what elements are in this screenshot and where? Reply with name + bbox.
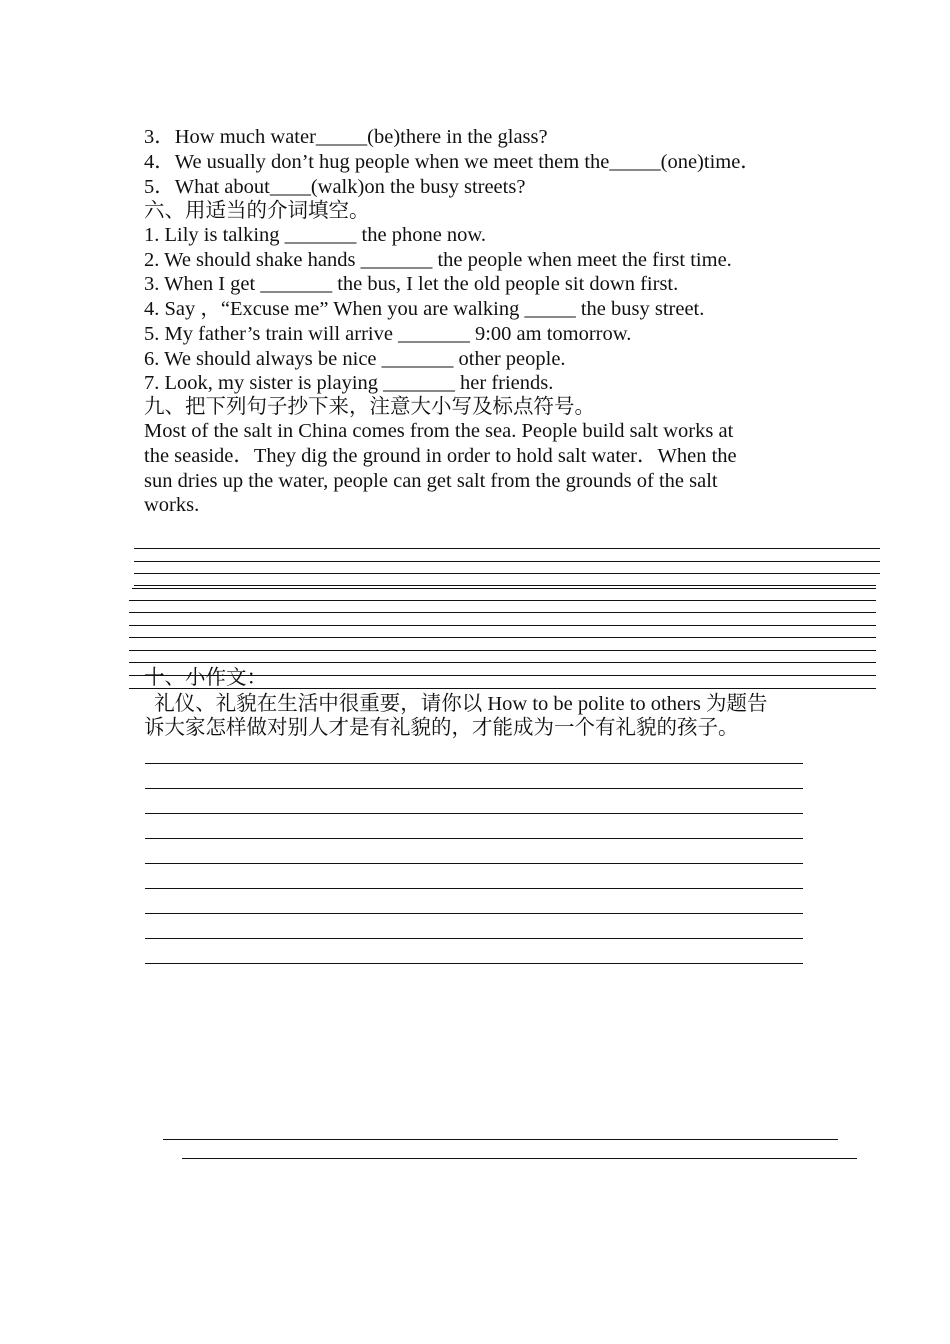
writing-line <box>134 561 880 562</box>
preposition-item-2: 2. We should shake hands _______ the people when meet the first time. <box>144 249 732 271</box>
writing-line <box>129 600 876 601</box>
passage-line-2: the seaside．They dig the ground in order to hold salt water．When the <box>144 445 737 467</box>
writing-line <box>145 863 803 864</box>
writing-line <box>129 637 876 638</box>
preposition-item-5: 5. My father’s train will arrive _______ 9:00 am tomorrow. <box>144 323 632 345</box>
composition-prompt-line-1: 礼仪、礼貌在生活中很重要，请你以 How to be polite to others 为题告 <box>144 693 768 715</box>
preposition-item-1: 1. Lily is talking _______ the phone now. <box>144 224 487 246</box>
writing-line <box>129 625 876 626</box>
fill-in-item-5: 5．What about____(walk)on the busy streets? <box>144 176 526 198</box>
writing-line <box>129 662 876 663</box>
writing-line <box>129 612 876 613</box>
writing-line <box>145 813 803 814</box>
bottom-line <box>163 1139 838 1140</box>
passage-line-3: sun dries up the water, people can get salt from the grounds of the salt <box>144 470 718 492</box>
preposition-item-4: 4. Say ，“Excuse me” When you are walking _____ the busy street. <box>144 298 705 320</box>
writing-line <box>145 763 803 764</box>
passage-line-1: Most of the salt in China comes from the sea. People build salt works at <box>144 420 734 442</box>
preposition-item-6: 6. We should always be nice _______ other people. <box>144 348 566 370</box>
writing-line <box>145 888 803 889</box>
writing-line <box>145 963 803 964</box>
writing-line <box>134 548 880 549</box>
fill-in-item-4: 4．We usually don’t hug people when we meet them the_____(one)time． <box>144 151 761 173</box>
section-10-heading: 十、小作文： <box>144 667 267 689</box>
section-9-heading: 九、把下列句子抄下来，注意大小写及标点符号。 <box>144 396 595 418</box>
writing-line <box>129 650 876 651</box>
writing-line <box>145 838 803 839</box>
passage-line-4: works. <box>144 494 200 516</box>
bottom-line <box>182 1158 857 1159</box>
section-6-heading: 六、用适当的介词填空。 <box>144 200 370 222</box>
writing-line <box>134 585 876 586</box>
writing-line <box>134 573 880 574</box>
fill-in-item-3: 3．How much water_____(be)there in the glass? <box>144 126 548 148</box>
preposition-item-3: 3. When I get _______ the bus, I let the old people sit down first. <box>144 273 679 295</box>
preposition-item-7: 7. Look, my sister is playing _______ her friends. <box>144 372 554 394</box>
writing-line <box>145 788 803 789</box>
composition-prompt-line-2: 诉大家怎样做对别人才是有礼貌的，才能成为一个有礼貌的孩子。 <box>144 717 739 739</box>
writing-line <box>145 913 803 914</box>
writing-line <box>145 938 803 939</box>
writing-line <box>132 588 876 589</box>
